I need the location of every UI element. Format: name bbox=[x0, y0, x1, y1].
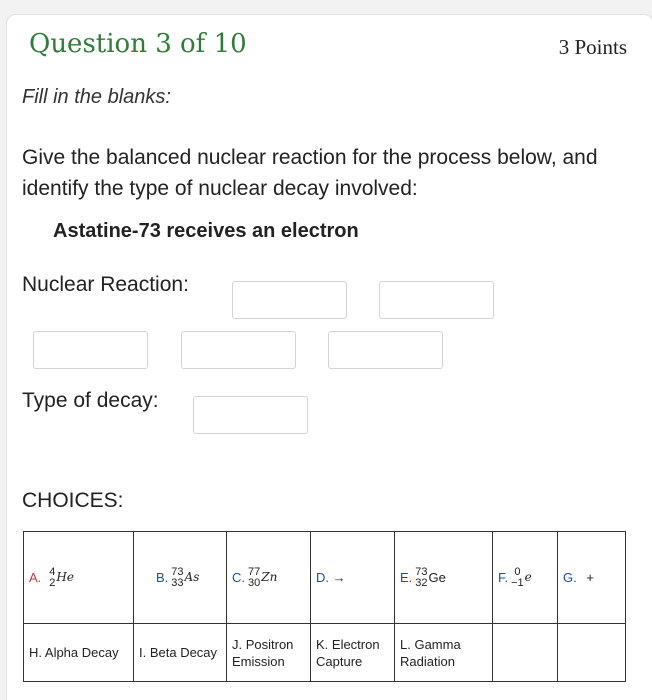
reaction-blank-3[interactable] bbox=[33, 331, 148, 369]
empty-cell-2 bbox=[558, 624, 626, 682]
choice-j-line2: Emission bbox=[232, 653, 285, 669]
choice-b-letter: B. bbox=[156, 570, 169, 585]
choice-f-letter: F. bbox=[498, 570, 509, 585]
choice-i[interactable]: I. Beta Decay bbox=[134, 624, 227, 682]
choice-l-line1: L. Gamma bbox=[400, 636, 461, 652]
choice-g-letter: G. bbox=[563, 570, 577, 585]
question-title: Question 3 of 10 bbox=[29, 29, 247, 59]
empty-cell-1 bbox=[493, 624, 558, 682]
decay-type-blank[interactable] bbox=[193, 396, 308, 434]
choice-a-letter: A. bbox=[29, 570, 42, 585]
choice-g[interactable] bbox=[558, 532, 626, 624]
choice-f-symbol: e bbox=[524, 570, 532, 584]
plus-icon: + bbox=[586, 570, 594, 585]
choice-c-atomic: 30 bbox=[248, 576, 261, 589]
choice-c-mass: 77 bbox=[248, 565, 261, 578]
choices-label: CHOICES: bbox=[22, 489, 124, 512]
choice-e-letter: E. bbox=[400, 570, 413, 585]
choice-a-mass: 4 bbox=[49, 565, 56, 578]
choice-e-symbol: Ge bbox=[428, 570, 446, 585]
reaction-blank-1[interactable] bbox=[232, 281, 347, 319]
choice-h[interactable]: H. Alpha Decay bbox=[24, 624, 134, 682]
nuclear-reaction-label: Nuclear Reaction: bbox=[22, 273, 189, 296]
choice-l[interactable] bbox=[395, 624, 493, 682]
reaction-blank-5[interactable] bbox=[328, 331, 443, 369]
choice-b-mass: 73 bbox=[171, 565, 184, 578]
choices-table bbox=[23, 531, 626, 682]
choice-e-atomic: 32 bbox=[415, 576, 428, 589]
choice-f-mass: 0 bbox=[514, 565, 521, 578]
question-points: 3 Points bbox=[558, 35, 627, 59]
choice-k-line1: K. Electron bbox=[316, 636, 380, 652]
choice-k-line2: Capture bbox=[316, 653, 363, 669]
choice-e-mass: 73 bbox=[415, 565, 428, 578]
choice-f[interactable] bbox=[493, 532, 558, 624]
choice-c-letter: C. bbox=[232, 570, 245, 585]
process-description: Astatine-73 receives an electron bbox=[53, 220, 359, 242]
choice-j-line1: J. Positron bbox=[232, 636, 294, 652]
choice-a[interactable] bbox=[24, 532, 134, 624]
choice-b-atomic: 33 bbox=[171, 576, 184, 589]
choice-f-atomic: −1 bbox=[511, 576, 524, 589]
choice-a-symbol: He bbox=[56, 570, 74, 584]
reaction-blank-4[interactable] bbox=[181, 331, 296, 369]
choice-a-atomic: 2 bbox=[49, 576, 56, 589]
instruction-text: Fill in the blanks: bbox=[22, 86, 171, 108]
choice-j[interactable] bbox=[227, 624, 311, 682]
choice-k[interactable] bbox=[311, 624, 395, 682]
arrow-icon: → bbox=[332, 570, 346, 585]
type-of-decay-label: Type of decay: bbox=[22, 389, 159, 412]
choice-d-letter: D. bbox=[316, 570, 329, 585]
reaction-blank-2[interactable] bbox=[379, 281, 494, 319]
choice-b[interactable] bbox=[134, 532, 227, 624]
choice-e[interactable] bbox=[395, 532, 493, 624]
choice-d[interactable] bbox=[311, 532, 395, 624]
choice-c-symbol: Zn bbox=[261, 570, 278, 584]
question-prompt: Give the balanced nuclear reaction for the process below, and identify the type of nuclear decay involved: bbox=[22, 146, 598, 200]
choice-c[interactable] bbox=[227, 532, 311, 624]
choice-b-symbol: As bbox=[184, 570, 200, 584]
choice-l-line2: Radiation bbox=[400, 653, 455, 669]
